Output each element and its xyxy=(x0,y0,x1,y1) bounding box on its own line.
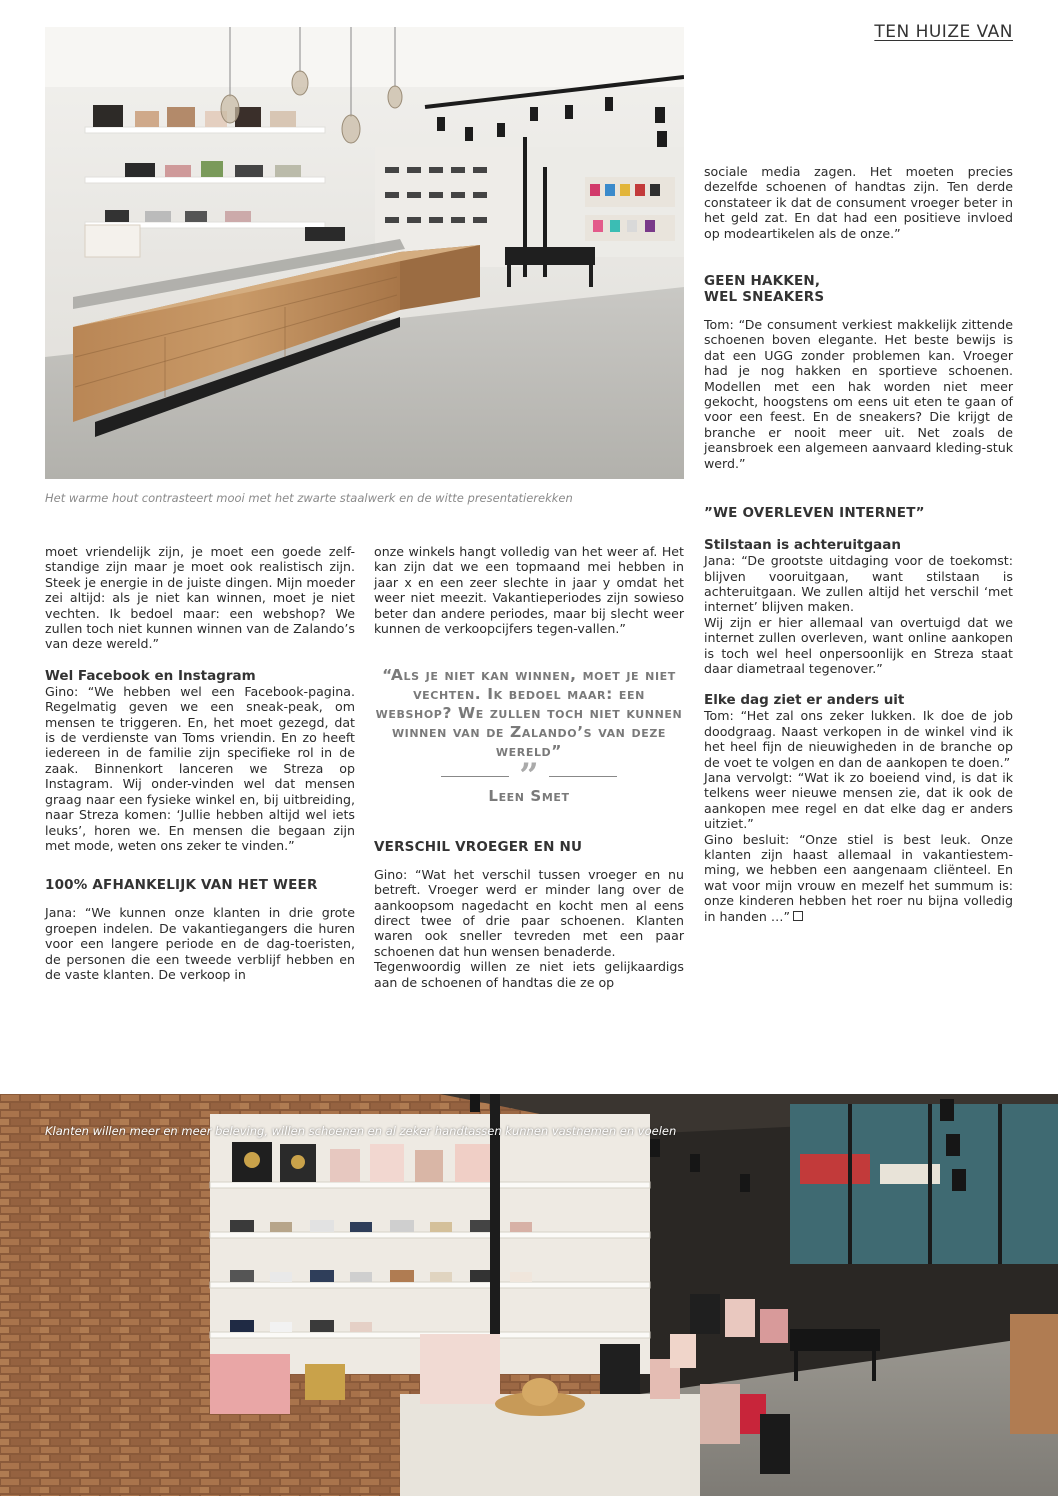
col3-heading-hakken xyxy=(704,273,1013,305)
handbag-shop-illustration xyxy=(0,1094,1058,1496)
col3-heading-hakken-line1: GEEN HAKKEN, xyxy=(704,273,821,290)
col2-paragraph-3: Tegenwoordig willen ze niet iets gelijkaardigs aan de schoenen of handtas die ze op xyxy=(374,959,684,990)
pull-quote: “Als je niet kan winnen, moet je niet vechten. Ik bedoel maar: een webshop? We zullen toch niet kunnen winnen van de Zalando’s van deze wereld” xyxy=(375,666,683,761)
column-3 xyxy=(704,164,1013,924)
col3-subheading-stilstaan: Stilstaan is achteruitgaan xyxy=(704,537,901,554)
col3-paragraph-1: sociale media zagen. Het moeten precies dezelfde schoenen of handtas zijn. Ten derde constateer ik dat de consument vroeger beter in het geld zat. En dat had een positieve invloed op modeartikelen als de onze.” xyxy=(704,164,1013,241)
shop-interior-illustration xyxy=(45,27,684,479)
top-photo-caption: Het warme hout contrasteert mooi met het zwarte staalwerk en de witte presentatierekken xyxy=(45,491,573,505)
col3-subheading-elke-dag: Elke dag ziet er anders uit xyxy=(704,692,905,709)
quote-author: Leen Smet xyxy=(488,787,570,806)
col2-paragraph-1: onze winkels hangt volledig van het weer af. Het kan zijn dat we een topmaand mei hebben in jaar x en een zeer slechte in jaar y omdat het weer niet meezit. Vakantieperiodes zijn sowieso beter dan andere periodes, maar bij slecht weer kunnen de verkoopcijfers tegen-vallen.” xyxy=(374,544,684,637)
col3-paragraph-3: Jana: “De grootste uitdaging voor de toekomst: blijven vooruitgaan, want stilstaan is achteruitgaan. We zullen altijd het verschil ‘met internet’ blijven maken. xyxy=(704,553,1013,615)
col3-paragraph-5: Tom: “Het zal ons zeker lukken. Ik doe de job doodgraag. Naast verkopen in de winkel vind ik het heel fijn de nieuwigheden in de branche op de voet te volgen en dan de aankopen te doen.” xyxy=(704,708,1013,770)
col3-paragraph-4: Wij zijn er hier allemaal van overtuigd dat we internet zullen overleven, want online aankopen is toch wel heel onpersoonlijk en Streza staat daar diametraal tegenover.” xyxy=(704,614,1013,676)
column-1 xyxy=(45,544,355,982)
col1-paragraph-2: Gino: “We hebben wel een Facebook-pagina. Regelmatig geven we een sneak-peak, om mensen te triggeren. En, het moet gezegd, dat is de verdienste van Toms vriendin. En zo heeft iedereen in de familie zijn specifieke rol in de zaak. Binnenkort lanceren we Streza op Instagram. Wij onder-vinden wel dat mensen graag naar een fysieke winkel en, bij uitbreiding, naar Streza komen: ‘Jullie hebben altijd wel iets leuks’, horen we. En mensen die begaan zijn met mode, weten ons zeker te vinden.” xyxy=(45,683,355,853)
top-photo xyxy=(45,27,684,479)
quote-line-right xyxy=(549,776,617,777)
col2-paragraph-2: Gino: “Wat het verschil tussen vroeger en nu betreft. Vroeger werd er minder lang over de aankoopsom nagedacht en kocht men al eens direct twee of drie paar schoenen. Klanten waren ook sneller tevreden met een paar schoenen dat hun wensen benaderde. xyxy=(374,866,684,959)
quote-line-left xyxy=(441,776,509,777)
col2-heading-verschil: VERSCHIL VROEGER EN NU xyxy=(374,838,583,855)
col1-paragraph-1: moet vriendelijk zijn, je moet een goede zelf-standige zijn maar je moet ook realistisch zijn. Steek je energie in de juiste dingen. Mijn moeder zei altijd: als je niet kan winnen, moet je niet vechten. Ik bedoel maar: een webshop? We zullen toch niet kunnen winnen van de Zalando’s van deze wereld.” xyxy=(45,544,355,652)
col1-heading-facebook: Wel Facebook en Instagram xyxy=(45,667,256,684)
col3-heading-hakken-line2: WEL SNEAKERS xyxy=(704,289,825,306)
bottom-photo xyxy=(0,1094,1058,1496)
col3-paragraph-7-text: Gino besluit: “Onze stiel is best leuk. Onze klanten zijn haast allemaal in vakantiestem-ming, we hebben een aangenaam cliënteel. En wat voor mijn vrouw en mezelf het summum is: onze kinderen hebben het roer nu bijna volledig in handen …” xyxy=(704,831,1013,924)
col1-heading-weer: 100% AFHANKELIJK VAN HET WEER xyxy=(45,877,318,894)
col3-heading-internet: ”WE OVERLEVEN INTERNET” xyxy=(704,505,925,522)
end-mark-icon xyxy=(793,911,803,921)
column-2 xyxy=(374,544,684,990)
col3-paragraph-2: Tom: “De consument verkiest makkelijk zittende schoenen boven elegante. Het beste bewijs is dat een UGG zonder problemen kan. Vroeger had je nog hakken en sportieve schoenen. Modellen met een hak worden niet meer gekocht, hoogstens om eens uit eten te gaan of voor een feest. En de sneakers? Die krijgt de branche er nooit meer uit. Net zoals de jeansbroek een algemeen aanvaard kleding-stuk werd.” xyxy=(704,317,1013,471)
col3-paragraph-6: Jana vervolgt: “Wat ik zo boeiend vind, is dat ik telkens weer nieuwe mensen zie, dat ik ook de aankopen mee regel en dat elke dag er anders uitziet.” xyxy=(704,769,1013,832)
section-header: TEN HUIZE VAN xyxy=(874,22,1013,42)
bottom-photo-caption: Klanten willen meer en meer beleving, willen schoenen en al zeker handtassen kunnen vastnemen en voelen xyxy=(45,1124,677,1138)
quote-mark-icon: ” xyxy=(519,756,539,797)
col1-paragraph-3: Jana: “We kunnen onze klanten in drie grote groepen indelen. De vakantiegangers die huren voor een langere periode en de dag-toeristen, de personen die een tweede verblijf hebben en de vaste klanten. De verkoop in xyxy=(45,905,355,982)
col3-paragraph-7 xyxy=(704,832,1013,924)
